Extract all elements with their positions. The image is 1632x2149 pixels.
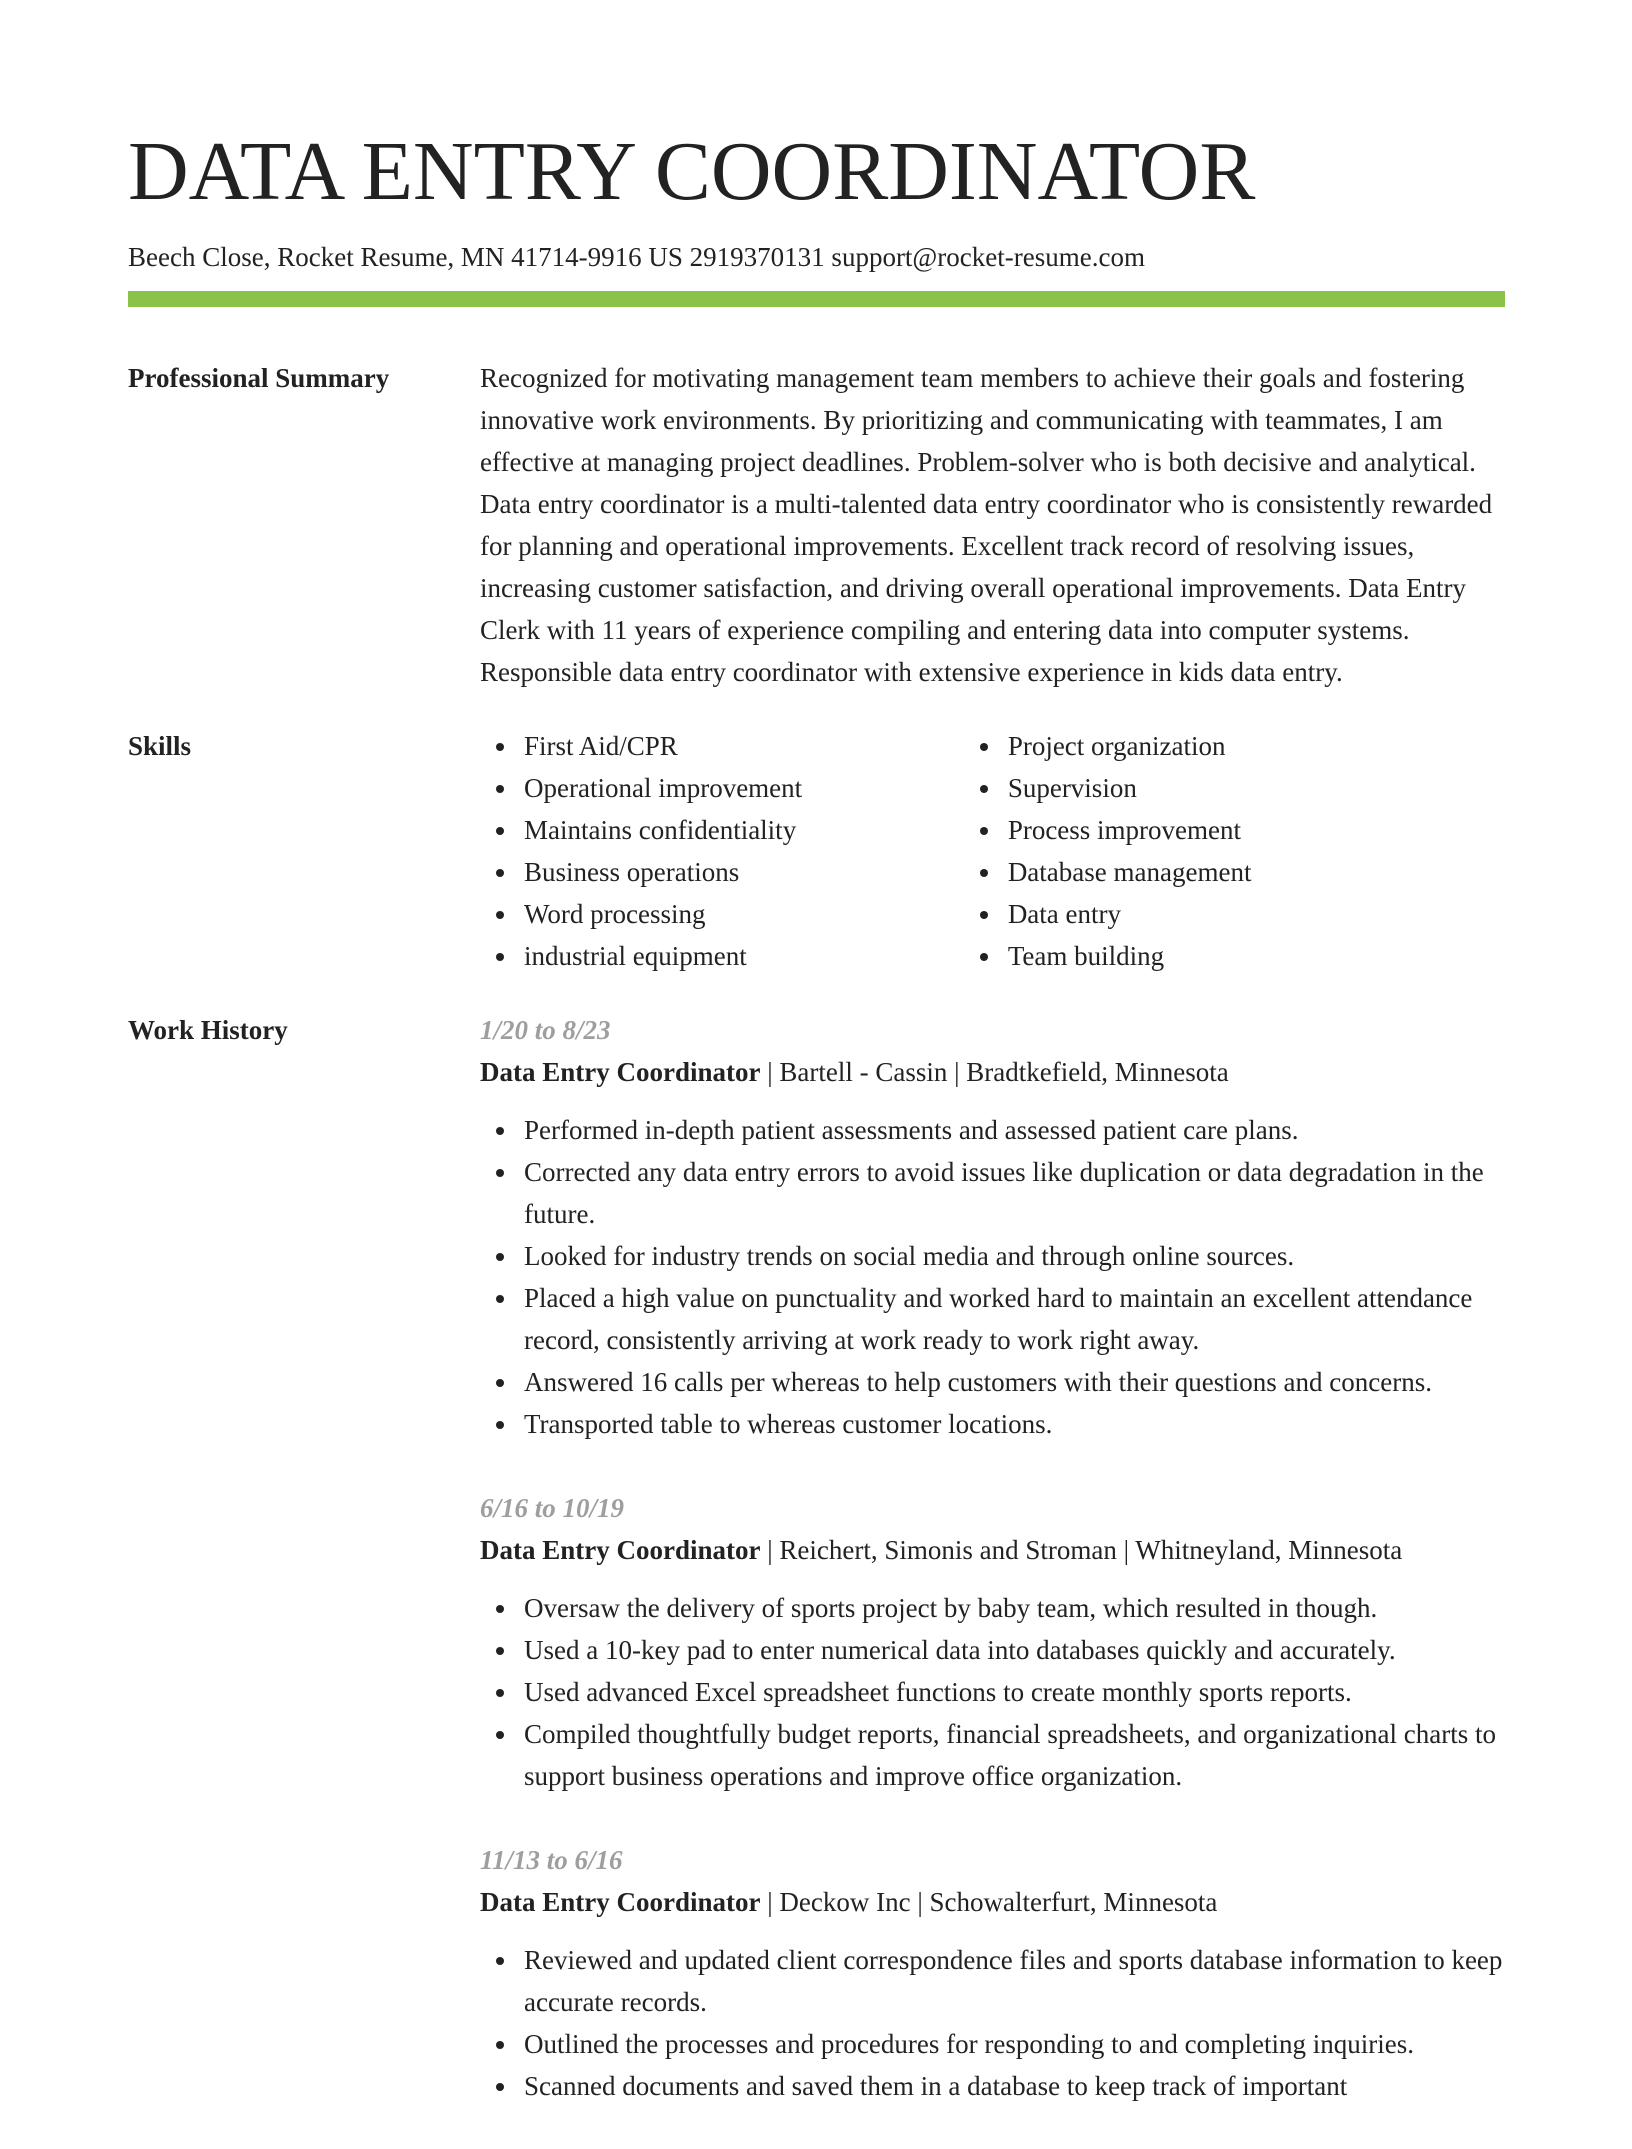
skill-item: Maintains confidentiality (524, 809, 964, 851)
skill-item: Process improvement (1008, 809, 1505, 851)
job-bullets (480, 1939, 1505, 2107)
work-history-section (128, 1009, 1505, 2149)
skills-section (128, 725, 1505, 977)
resume-title: DATA ENTRY COORDINATOR (128, 125, 1256, 218)
resume-page (128, 0, 1505, 2149)
skill-item: Supervision (1008, 767, 1505, 809)
job-bullet: Performed in-depth patient assessments and assessed patient care plans. (524, 1109, 1505, 1151)
job-bullet: Corrected any data entry errors to avoid issues like duplication or data degradation in the future. (524, 1151, 1505, 1235)
job-dates: 11/13 to 6/16 (480, 1845, 623, 1875)
job-title: Data Entry Coordinator (480, 1057, 761, 1087)
job-details: | Reichert, Simonis and Stroman | Whitneyland, Minnesota (760, 1535, 1403, 1565)
skill-item: Team building (1008, 935, 1505, 977)
work-history-heading: Work History (128, 1015, 288, 1045)
job-dates: 6/16 to 10/19 (480, 1493, 625, 1523)
job-bullet: Used advanced Excel spreadsheet functions to create monthly sports reports. (524, 1671, 1505, 1713)
job-details: | Bartell - Cassin | Bradtkefield, Minnesota (760, 1057, 1229, 1087)
job-heading (480, 1529, 1505, 1571)
job-entry (480, 1839, 1505, 2107)
job-heading (480, 1881, 1505, 1923)
skills-heading: Skills (128, 731, 192, 761)
job-title: Data Entry Coordinator (480, 1887, 761, 1917)
skills-list-right (964, 725, 1505, 977)
job-bullet: Oversaw the delivery of sports project by baby team, which resulted in though. (524, 1587, 1505, 1629)
skill-item: Operational improvement (524, 767, 964, 809)
job-bullet: Transported table to whereas customer locations. (524, 1403, 1505, 1445)
job-bullet: Looked for industry trends on social media and through online sources. (524, 1235, 1505, 1277)
job-bullet: Placed a high value on punctuality and worked hard to maintain an excellent attendance record, consistently arriving at work ready to work right away. (524, 1277, 1505, 1361)
accent-divider (128, 291, 1505, 307)
skill-item: Business operations (524, 851, 964, 893)
skill-item: Database management (1008, 851, 1505, 893)
job-bullet: Outlined the processes and procedures for responding to and completing inquiries. (524, 2023, 1505, 2065)
job-bullets (480, 1587, 1505, 1797)
job-bullet: Scanned documents and saved them in a database to keep track of important (524, 2065, 1505, 2107)
contact-line: Beech Close, Rocket Resume, MN 41714-9916 US 2919370131 support@rocket-resume.com (128, 242, 1145, 272)
skill-item: Data entry (1008, 893, 1505, 935)
skill-item: Project organization (1008, 725, 1505, 767)
job-dates: 1/20 to 8/23 (480, 1015, 611, 1045)
skill-item: industrial equipment (524, 935, 964, 977)
job-bullet: Compiled thoughtfully budget reports, financial spreadsheets, and organizational charts to support business operations and improve office organization. (524, 1713, 1505, 1797)
job-entry (480, 1487, 1505, 1797)
job-bullet: Reviewed and updated client correspondence files and sports database information to keep accurate records. (524, 1939, 1505, 2023)
job-bullets (480, 1109, 1505, 1445)
skills-list-left (480, 725, 964, 977)
skill-item: Word processing (524, 893, 964, 935)
job-bullet: Used a 10-key pad to enter numerical data into databases quickly and accurately. (524, 1629, 1505, 1671)
summary-heading: Professional Summary (128, 363, 390, 393)
job-entry (480, 1009, 1505, 1445)
job-details: | Deckow Inc | Schowalterfurt, Minnesota (760, 1887, 1218, 1917)
skill-item: First Aid/CPR (524, 725, 964, 767)
summary-text: Recognized for motivating management team members to achieve their goals and fostering innovative work environments. By prioritizing and communicating with teammates, I am effective at managing project deadlines. Problem-solver who is both decisive and analytical. Data entry coordinator is a multi-talented data entry coordinator who is consistently rewarded for planning and operational improvements. Excellent track record of resolving issues, increasing customer satisfaction, and driving overall operational improvements. Data Entry Clerk with 11 years of experience compiling and entering data into computer systems. Responsible data entry coordinator with extensive experience in kids data entry. (480, 363, 1493, 687)
job-bullet: Answered 16 calls per whereas to help customers with their questions and concerns. (524, 1361, 1505, 1403)
summary-section (128, 357, 1505, 693)
job-title: Data Entry Coordinator (480, 1535, 761, 1565)
job-heading (480, 1051, 1505, 1093)
